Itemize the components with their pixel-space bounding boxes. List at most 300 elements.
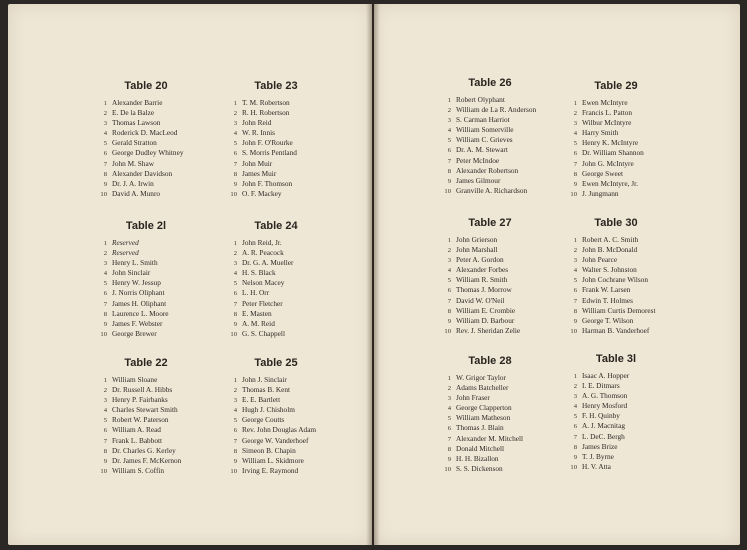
- seat-number: 8: [233, 310, 237, 318]
- seat-number: 10: [570, 190, 577, 198]
- seat-number: 4: [447, 405, 451, 413]
- guest-row: [566, 108, 716, 118]
- seat-number: 5: [103, 417, 107, 425]
- guest-name: Henry Mosford: [582, 401, 628, 411]
- seat-number: 8: [447, 307, 451, 315]
- table-block: [226, 80, 376, 199]
- seat-number: 7: [447, 435, 451, 443]
- seat-number: 2: [447, 385, 451, 393]
- guest-row: [96, 128, 246, 138]
- guest-row: [226, 128, 376, 138]
- guest-name: John F. Thomson: [242, 178, 293, 188]
- guest-row: [226, 446, 376, 456]
- guest-row: [226, 248, 376, 258]
- guest-name: E. E. Bartlett: [242, 395, 281, 405]
- guest-name: Isaac A. Hopper: [582, 371, 630, 380]
- seat-number: 1: [233, 100, 237, 107]
- guest-name: R. H. Robertson: [242, 108, 290, 118]
- guest-name: L. H. Orr: [242, 288, 270, 298]
- seat-number: 8: [233, 447, 237, 455]
- guest-row: [96, 415, 246, 425]
- guest-row: [566, 391, 716, 401]
- guest-name: Robert W. Paterson: [112, 415, 169, 425]
- seat-number: 10: [444, 465, 451, 473]
- seat-number: 5: [447, 137, 451, 145]
- guest-row: [226, 415, 376, 425]
- seat-number: 9: [447, 317, 451, 325]
- seat-number: 8: [573, 170, 577, 178]
- table-title: Table 2l: [125, 220, 167, 232]
- seat-number: 10: [230, 330, 237, 338]
- guest-name: John Cochrane Wilson: [582, 275, 649, 285]
- table-title: Table 29: [594, 80, 638, 92]
- guest-name: Alexander M. Mitchell: [456, 433, 524, 443]
- guest-name: Peter A. Gordon: [456, 255, 504, 265]
- guest-row: [96, 268, 246, 278]
- guest-row: [226, 238, 376, 248]
- guest-name: William R. Smith: [456, 275, 508, 285]
- guest-row: [96, 179, 246, 189]
- guest-row: [226, 385, 376, 395]
- guest-row: [96, 446, 246, 456]
- guest-name: Thomas B. Kent: [242, 385, 291, 395]
- guest-row: [566, 189, 716, 199]
- seat-number: 10: [100, 190, 107, 198]
- guest-name: William E. Crombie: [456, 305, 516, 315]
- guest-name: John Reid, Jr.: [242, 238, 282, 247]
- guest-row: [96, 189, 246, 199]
- guest-name: S. Carman Harriot: [456, 115, 510, 125]
- table-title: Table 3l: [595, 353, 637, 365]
- seat-number: 8: [103, 310, 107, 318]
- guest-row: [566, 421, 716, 431]
- guest-row: [566, 326, 716, 336]
- guest-row: [566, 138, 716, 148]
- guest-row: [96, 169, 246, 179]
- guest-name: George T. Wilson: [582, 315, 634, 325]
- guest-name: S. Morris Pentland: [242, 148, 297, 158]
- guest-name: L. DeC. Bergh: [582, 431, 625, 441]
- seat-number: 7: [103, 437, 107, 445]
- guest-row: [566, 432, 716, 442]
- seat-number: 5: [573, 140, 577, 148]
- seat-number: 1: [447, 97, 451, 104]
- seat-number: 1: [103, 377, 107, 384]
- seat-number: 5: [233, 140, 237, 148]
- guest-name: William L. Skidmore: [242, 455, 304, 465]
- guest-row: [96, 108, 246, 118]
- guest-name: John B. McDonald: [582, 245, 638, 255]
- guest-name: Reserved: [112, 248, 139, 258]
- guest-name: Dr. James F. McKernon: [112, 455, 182, 465]
- seat-number: 6: [103, 150, 107, 158]
- guest-name: Rev. John Douglas Adam: [242, 425, 317, 435]
- guest-name: John G. McIntyre: [582, 158, 634, 168]
- seat-number: 3: [447, 117, 451, 125]
- seat-number: 8: [573, 443, 577, 451]
- seat-number: 1: [103, 240, 107, 247]
- guest-row: [566, 442, 716, 452]
- guest-row: [226, 169, 376, 179]
- seat-number: 10: [230, 190, 237, 198]
- seat-number: 6: [233, 427, 237, 435]
- table-block: [566, 217, 716, 336]
- seat-number: 7: [573, 433, 577, 441]
- guest-row: [96, 288, 246, 298]
- guest-name: Dr. Russell A. Hibbs: [112, 385, 173, 395]
- guest-name: Henry W. Jessup: [112, 278, 161, 288]
- guest-name: George Brewer: [112, 328, 157, 338]
- guest-name: John F. O'Rourke: [242, 138, 293, 148]
- seat-number: 4: [447, 127, 451, 135]
- guest-name: George W. Vanderhoef: [242, 435, 309, 445]
- guest-row: [96, 238, 246, 248]
- table-block: [566, 80, 716, 199]
- seat-number: 3: [103, 120, 107, 128]
- seat-number: 1: [447, 237, 451, 244]
- guest-name: J. Norris Oliphant: [112, 288, 165, 298]
- seat-number: 5: [103, 140, 107, 148]
- guest-name: Ewen McIntyre: [582, 98, 628, 107]
- guest-name: James H. Oliphant: [112, 298, 167, 308]
- table-title: Table 20: [124, 80, 168, 92]
- seat-number: 3: [103, 260, 107, 268]
- guest-name: Alexander Barrie: [112, 98, 163, 107]
- seat-number: 3: [447, 257, 451, 265]
- guest-name: E. Masten: [242, 308, 272, 318]
- guest-row: [96, 319, 246, 329]
- guest-name: Laurence L. Moore: [112, 308, 169, 318]
- seat-number: 5: [573, 277, 577, 285]
- guest-row: [226, 395, 376, 405]
- guest-name: John Reid: [242, 118, 272, 128]
- guest-row: [566, 452, 716, 462]
- seat-number: 1: [573, 237, 577, 244]
- guest-row: [226, 288, 376, 298]
- guest-row: [566, 401, 716, 411]
- guest-row: [226, 319, 376, 329]
- seat-number: 6: [103, 290, 107, 298]
- guest-name: James Gilmour: [456, 175, 501, 185]
- guest-name: Harry Smith: [582, 128, 619, 138]
- guest-row: [226, 268, 376, 278]
- guest-row: [226, 98, 376, 108]
- guest-row: [96, 278, 246, 288]
- guest-row: [96, 258, 246, 268]
- seat-number: 7: [233, 300, 237, 308]
- guest-name: A. R. Peacock: [242, 248, 284, 258]
- guest-row: [566, 296, 716, 306]
- guest-row: [566, 265, 716, 275]
- seat-number: 4: [103, 270, 107, 278]
- table-title: Table 24: [254, 220, 298, 232]
- guest-name: Harman B. Vanderhoef: [582, 325, 650, 335]
- seat-number: 6: [447, 287, 451, 295]
- seat-number: 7: [103, 160, 107, 168]
- guest-row: [226, 436, 376, 446]
- guest-name: Roderick D. MacLeod: [112, 128, 178, 138]
- guest-name: Gerald Stratton: [112, 138, 157, 148]
- seat-number: 9: [447, 455, 451, 463]
- guest-name: Robert A. C. Smith: [582, 235, 639, 244]
- guest-name: T. J. Byrne: [582, 451, 614, 461]
- guest-name: William A. Read: [112, 425, 161, 435]
- guest-name: John Pearce: [582, 255, 618, 265]
- guest-row: [226, 405, 376, 415]
- guest-name: William Curtis Demorest: [582, 305, 656, 315]
- seat-number: 7: [573, 160, 577, 168]
- guest-name: John M. Shaw: [112, 158, 154, 168]
- guest-row: [96, 395, 246, 405]
- guest-name: Dr. J. A. Irwin: [112, 178, 154, 188]
- guest-row: [96, 159, 246, 169]
- seat-number: 10: [100, 330, 107, 338]
- guest-name: Donald Mitchell: [456, 443, 505, 453]
- seat-number: 1: [233, 240, 237, 247]
- guest-name: Henry P. Fairbanks: [112, 395, 168, 405]
- guest-name: William Somerville: [456, 125, 514, 135]
- seat-number: 4: [447, 267, 451, 275]
- seat-number: 9: [573, 180, 577, 188]
- guest-name: David A. Munro: [112, 188, 161, 198]
- seat-number: 5: [447, 277, 451, 285]
- guest-row: [96, 405, 246, 415]
- seat-number: 2: [573, 383, 577, 391]
- guest-name: Henry K. McIntyre: [582, 138, 639, 148]
- guest-row: [96, 385, 246, 395]
- seat-number: 4: [233, 270, 237, 278]
- guest-row: [226, 299, 376, 309]
- table-block: [226, 357, 376, 476]
- table-title: Table 28: [468, 355, 512, 367]
- guest-name: Robert Olyphant: [456, 95, 505, 104]
- guest-name: George Sweet: [582, 168, 623, 178]
- guest-row: [96, 299, 246, 309]
- seat-number: 2: [233, 250, 237, 258]
- guest-name: Thomas Lawson: [112, 118, 161, 128]
- guest-row: [226, 258, 376, 268]
- seat-number: 3: [573, 257, 577, 265]
- guest-row: [96, 456, 246, 466]
- guest-row: [566, 411, 716, 421]
- guest-name: William C. Grieves: [456, 135, 513, 145]
- seat-number: 1: [103, 100, 107, 107]
- seat-number: 4: [573, 267, 577, 275]
- seat-number: 2: [103, 387, 107, 395]
- seat-number: 9: [103, 320, 107, 328]
- table-block: [226, 220, 376, 339]
- guest-name: H. H. Bizallon: [456, 453, 499, 463]
- guest-name: Irving E. Raymond: [242, 465, 299, 475]
- seat-number: 8: [573, 307, 577, 315]
- guest-row: [226, 278, 376, 288]
- guest-row: [226, 456, 376, 466]
- seat-number: 1: [573, 100, 577, 107]
- guest-name: Frank L. Babbott: [112, 435, 163, 445]
- guest-name: Hugh J. Chisholm: [242, 405, 295, 415]
- seat-number: 3: [103, 397, 107, 405]
- guest-row: [566, 179, 716, 189]
- seat-number: 2: [447, 247, 451, 255]
- guest-name: Alexander Robertson: [456, 165, 519, 175]
- seat-number: 4: [233, 130, 237, 138]
- seat-number: 2: [103, 250, 107, 258]
- guest-row: [566, 316, 716, 326]
- guest-row: [96, 138, 246, 148]
- guest-row: [96, 148, 246, 158]
- guest-row: [566, 98, 716, 108]
- guest-row: [226, 159, 376, 169]
- guest-name: Adams Batcheller: [456, 383, 509, 393]
- guest-name: Dr. G. A. Mueller: [242, 258, 294, 268]
- guest-name: John Fraser: [456, 393, 490, 403]
- guest-name: E. De la Balze: [112, 108, 155, 118]
- seat-number: 8: [233, 170, 237, 178]
- seat-number: 6: [233, 150, 237, 158]
- seat-number: 2: [233, 110, 237, 118]
- guest-row: [96, 425, 246, 435]
- guest-name: Wilbur McIntyre: [582, 118, 632, 128]
- seat-number: 3: [447, 395, 451, 403]
- guest-row: [226, 329, 376, 339]
- guest-name: Walter S. Johnston: [582, 265, 637, 275]
- guest-name: Simeon B. Chapin: [242, 445, 296, 455]
- guest-name: Dr. Charles G. Kerley: [112, 445, 176, 455]
- seat-number: 4: [233, 407, 237, 415]
- guest-name: John Marshall: [456, 245, 498, 255]
- guest-row: [566, 381, 716, 391]
- guest-name: H. V. Atta: [582, 461, 611, 471]
- seat-number: 3: [573, 120, 577, 128]
- seat-number: 6: [573, 150, 577, 158]
- guest-name: John Grierson: [456, 235, 498, 244]
- guest-name: Edwin T. Holmes: [582, 295, 634, 305]
- seat-number: 6: [573, 423, 577, 431]
- seat-number: 2: [573, 110, 577, 118]
- seat-number: 5: [573, 413, 577, 421]
- seat-number: 4: [573, 130, 577, 138]
- guest-name: William D. Barbour: [456, 315, 515, 325]
- table-title: Table 26: [468, 77, 512, 89]
- seat-number: 9: [233, 457, 237, 465]
- guest-row: [566, 275, 716, 285]
- seat-number: 5: [233, 280, 237, 288]
- seat-number: 4: [573, 403, 577, 411]
- seat-number: 10: [570, 327, 577, 335]
- guest-name: George Clapperton: [456, 403, 512, 413]
- guest-row: [226, 108, 376, 118]
- guest-name: John J. Sinclair: [242, 375, 287, 384]
- guest-row: [566, 148, 716, 158]
- guest-name: William Sloane: [112, 375, 158, 384]
- seat-number: 5: [103, 280, 107, 288]
- guest-name: Francis L. Patton: [582, 108, 633, 118]
- table-title: Table 30: [594, 217, 638, 229]
- guest-name: Alexander Forbes: [456, 265, 509, 275]
- guest-row: [96, 309, 246, 319]
- seat-number: 5: [233, 417, 237, 425]
- seat-number: 1: [447, 375, 451, 382]
- guest-name: James F. Webster: [112, 318, 163, 328]
- guest-name: Rev. J. Sheridan Zelie: [456, 325, 521, 335]
- guest-row: [566, 285, 716, 295]
- guest-name: A. G. Thomson: [582, 391, 628, 401]
- guest-row: [226, 179, 376, 189]
- guest-row: [96, 118, 246, 128]
- guest-name: Reserved: [112, 238, 139, 247]
- guest-name: Ewen McIntyre, Jr.: [582, 178, 638, 188]
- seat-number: 7: [233, 437, 237, 445]
- guest-row: [226, 375, 376, 385]
- seat-number: 6: [233, 290, 237, 298]
- seat-number: 9: [447, 177, 451, 185]
- guest-name: I. E. Ditmars: [582, 381, 620, 391]
- guest-name: Thomas J. Morrow: [456, 285, 512, 295]
- guest-name: Peter Fletcher: [242, 298, 283, 308]
- seat-number: 2: [573, 247, 577, 255]
- seat-number: 2: [103, 110, 107, 118]
- seat-number: 6: [573, 287, 577, 295]
- seat-number: 1: [233, 377, 237, 384]
- guest-name: A. J. Macnitag: [582, 421, 625, 431]
- seat-number: 1: [573, 373, 577, 380]
- guest-name: John Sinclair: [112, 268, 151, 278]
- guest-name: Granville A. Richardson: [456, 185, 528, 195]
- guest-name: T. M. Robertson: [242, 98, 290, 107]
- guest-name: F. H. Quinby: [582, 411, 620, 421]
- guest-name: Alexander Davidson: [112, 168, 173, 178]
- guest-name: O. F. Mackey: [242, 188, 282, 198]
- guest-name: George Coutts: [242, 415, 285, 425]
- guest-row: [566, 245, 716, 255]
- guest-name: James Brize: [582, 441, 618, 451]
- seat-number: 3: [573, 393, 577, 401]
- guest-row: [226, 189, 376, 199]
- seat-number: 3: [233, 260, 237, 268]
- guest-row: [226, 118, 376, 128]
- guest-row: [566, 235, 716, 245]
- table-block: [96, 357, 246, 476]
- guest-row: [226, 148, 376, 158]
- guest-row: [96, 436, 246, 446]
- guest-name: David W. O'Neil: [456, 295, 505, 305]
- table-block: [566, 353, 716, 472]
- guest-row: [566, 159, 716, 169]
- guest-row: [226, 309, 376, 319]
- guest-row: [96, 98, 246, 108]
- table-title: Table 27: [468, 217, 512, 229]
- guest-row: [96, 375, 246, 385]
- seat-number: 8: [103, 447, 107, 455]
- seat-number: 6: [103, 427, 107, 435]
- seat-number: 3: [233, 120, 237, 128]
- guest-name: William S. Coffin: [112, 465, 165, 475]
- guest-name: Nelson Macey: [242, 278, 285, 288]
- seat-number: 9: [573, 317, 577, 325]
- seat-number: 4: [103, 130, 107, 138]
- table-title: Table 22: [124, 357, 168, 369]
- seat-number: 4: [103, 407, 107, 415]
- table-block: [96, 80, 246, 199]
- guest-row: [226, 138, 376, 148]
- guest-row: [566, 255, 716, 265]
- seat-number: 7: [447, 297, 451, 305]
- seat-number: 7: [233, 160, 237, 168]
- guest-name: Thomas J. Blain: [456, 423, 504, 433]
- guest-row: [226, 466, 376, 476]
- guest-row: [226, 425, 376, 435]
- seat-number: 7: [447, 157, 451, 165]
